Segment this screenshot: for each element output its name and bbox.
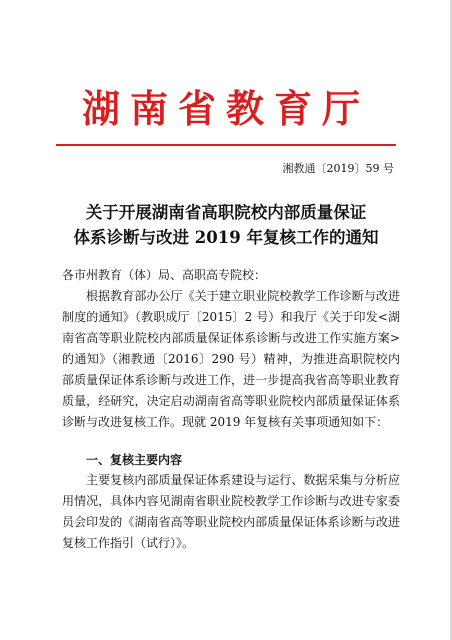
paragraph-1: 根据教育部办公厅《关于建立职业院校教学工作诊断与改进制度的通知》（教职成厅〔2015〕2 号）和我厅《关于印发<湖南省高等职业院校内部质量保证体系诊断与改进工作实施方案>的通知》（湘教通〔2016〕290 号）精神，为推进高职院校内部质量保证体系诊断与改进工作，进一步提高我省高等职业教育质量，经研究，决定启动湖南省高等职业院校内部质量保证体系诊断与改进复核工作。现就 2019 年复核有关事项通知如下：: [62, 289, 400, 429]
letterhead-rule: [56, 144, 396, 146]
title-line-2: 体系诊断与改进 2019 年复核工作的通知: [73, 228, 379, 247]
title-line-1: 关于开展湖南省高职院校内部质量保证: [85, 203, 367, 222]
document-number: 湘教通〔2019〕59 号: [282, 162, 394, 175]
document-title: [0, 200, 452, 250]
letterhead-title: 湖南省教育厅: [81, 86, 370, 131]
salutation: 各市州教育（体）局、高职高专院校：: [62, 268, 267, 282]
paragraph-2: 主要复核内部质量保证体系建设与运行、数据采集与分析应用情况，具体内容见湖南省职业院校教学工作诊断与改进专家委员会印发的《湖南省高等职业院校内部质量保证体系诊断与改进复核工作指引（试行）》。: [62, 473, 400, 550]
section-heading-1: 一、复核主要内容: [86, 453, 183, 467]
